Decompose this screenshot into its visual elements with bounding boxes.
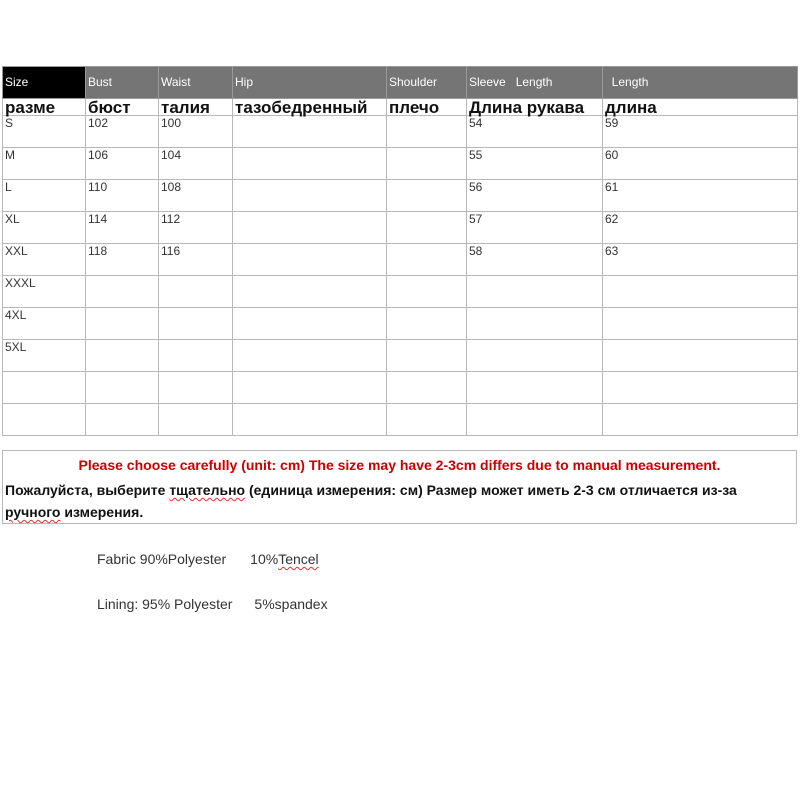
table-cell	[603, 308, 798, 340]
table-cell	[603, 276, 798, 308]
table-cell	[603, 340, 798, 372]
note-russian-middle: (единица измерения: см) Размер может иметь 2-3 см отличается из-за	[245, 482, 737, 498]
note-english: Please choose carefully (unit: cm) The size may have 2-3cm differs due to manual measurement.	[78, 457, 721, 473]
table-cell: 61	[603, 180, 798, 212]
note-russian-suffix: измерения.	[60, 504, 144, 520]
table-cell	[387, 404, 467, 436]
size-chart-table	[2, 66, 798, 436]
fabric-part2: 10%	[250, 551, 279, 567]
fabric-tencel: Tencel	[278, 551, 319, 567]
note-russian	[5, 479, 795, 523]
fabric-label: Fabric 90%Polyester	[97, 551, 227, 567]
table-row	[3, 404, 798, 436]
column-header-russian: плечо	[387, 99, 467, 116]
table-cell	[159, 340, 233, 372]
table-cell	[387, 372, 467, 404]
table-cell: 110	[86, 180, 159, 212]
table-cell: M	[3, 148, 86, 180]
table-row	[3, 212, 798, 244]
fabric-composition	[97, 551, 319, 567]
table-cell: 59	[603, 116, 798, 148]
table-cell	[387, 180, 467, 212]
table-cell: S	[3, 116, 86, 148]
table-cell	[603, 404, 798, 436]
table-cell	[159, 308, 233, 340]
column-header: Waist	[159, 67, 233, 99]
table-cell: 102	[86, 116, 159, 148]
column-header: Bust	[86, 67, 159, 99]
table-row	[3, 308, 798, 340]
column-header-russian: тазобедренный	[233, 99, 387, 116]
table-cell	[233, 340, 387, 372]
table-cell: 63	[603, 244, 798, 276]
table-cell	[387, 340, 467, 372]
table-cell: 58	[467, 244, 603, 276]
table-cell: XXL	[3, 244, 86, 276]
table-cell: 56	[467, 180, 603, 212]
table-row	[3, 148, 798, 180]
header-row-english	[3, 67, 798, 99]
table-cell: 114	[86, 212, 159, 244]
lining-label: Lining: 95% Polyester	[97, 596, 233, 612]
table-cell	[387, 212, 467, 244]
table-cell	[3, 404, 86, 436]
table-cell	[603, 372, 798, 404]
table-cell	[86, 340, 159, 372]
table-cell	[233, 372, 387, 404]
table-cell	[159, 404, 233, 436]
table-cell	[387, 276, 467, 308]
table-cell: 100	[159, 116, 233, 148]
note-russian-carefully: тщательно	[169, 482, 246, 498]
column-header: Shoulder	[387, 67, 467, 99]
table-cell	[159, 372, 233, 404]
column-header-russian: разме	[3, 99, 86, 116]
table-cell: 104	[159, 148, 233, 180]
table-cell	[467, 372, 603, 404]
header-row-russian	[3, 99, 798, 116]
table-cell	[233, 404, 387, 436]
note-russian-manual: ручного	[5, 504, 61, 520]
table-row	[3, 244, 798, 276]
table-cell	[233, 276, 387, 308]
table-row	[3, 116, 798, 148]
column-header: Length	[603, 67, 798, 99]
table-cell: 62	[603, 212, 798, 244]
table-cell	[233, 148, 387, 180]
table-row	[3, 180, 798, 212]
column-header: Hip	[233, 67, 387, 99]
table-cell	[233, 116, 387, 148]
table-cell	[86, 276, 159, 308]
table-cell: L	[3, 180, 86, 212]
column-header-russian: Длина рукава	[467, 99, 603, 116]
table-cell: 106	[86, 148, 159, 180]
table-cell: 4XL	[3, 308, 86, 340]
note-russian-prefix: Пожалуйста, выберите	[5, 482, 170, 498]
table-cell: 54	[467, 116, 603, 148]
table-cell	[3, 372, 86, 404]
table-cell	[86, 372, 159, 404]
column-header-russian: длина	[603, 99, 798, 116]
table-cell: XL	[3, 212, 86, 244]
table-row	[3, 340, 798, 372]
table-cell: 112	[159, 212, 233, 244]
column-header: Sleeve Length	[467, 67, 603, 99]
table-cell: 118	[86, 244, 159, 276]
table-cell	[467, 404, 603, 436]
table-cell: 57	[467, 212, 603, 244]
table-cell	[387, 308, 467, 340]
table-cell	[387, 244, 467, 276]
table-cell: 108	[159, 180, 233, 212]
table-cell: 55	[467, 148, 603, 180]
table-cell	[467, 308, 603, 340]
table-cell	[233, 308, 387, 340]
table-cell	[467, 340, 603, 372]
column-header-russian: талия	[159, 99, 233, 116]
column-header-russian: бюст	[86, 99, 159, 116]
table-cell: XXXL	[3, 276, 86, 308]
table-cell: 60	[603, 148, 798, 180]
table-cell	[86, 404, 159, 436]
size-note-box	[2, 450, 797, 524]
column-header: Size	[3, 67, 86, 99]
table-cell	[233, 212, 387, 244]
table-cell	[159, 276, 233, 308]
table-cell	[233, 244, 387, 276]
table-cell	[387, 148, 467, 180]
table-cell: 116	[159, 244, 233, 276]
table-row	[3, 276, 798, 308]
table-cell: 5XL	[3, 340, 86, 372]
table-cell	[467, 276, 603, 308]
lining-part2: 5%spandex	[254, 596, 328, 612]
table-cell	[233, 180, 387, 212]
table-cell	[86, 308, 159, 340]
table-row	[3, 372, 798, 404]
table-cell	[387, 116, 467, 148]
lining-composition	[97, 596, 328, 612]
